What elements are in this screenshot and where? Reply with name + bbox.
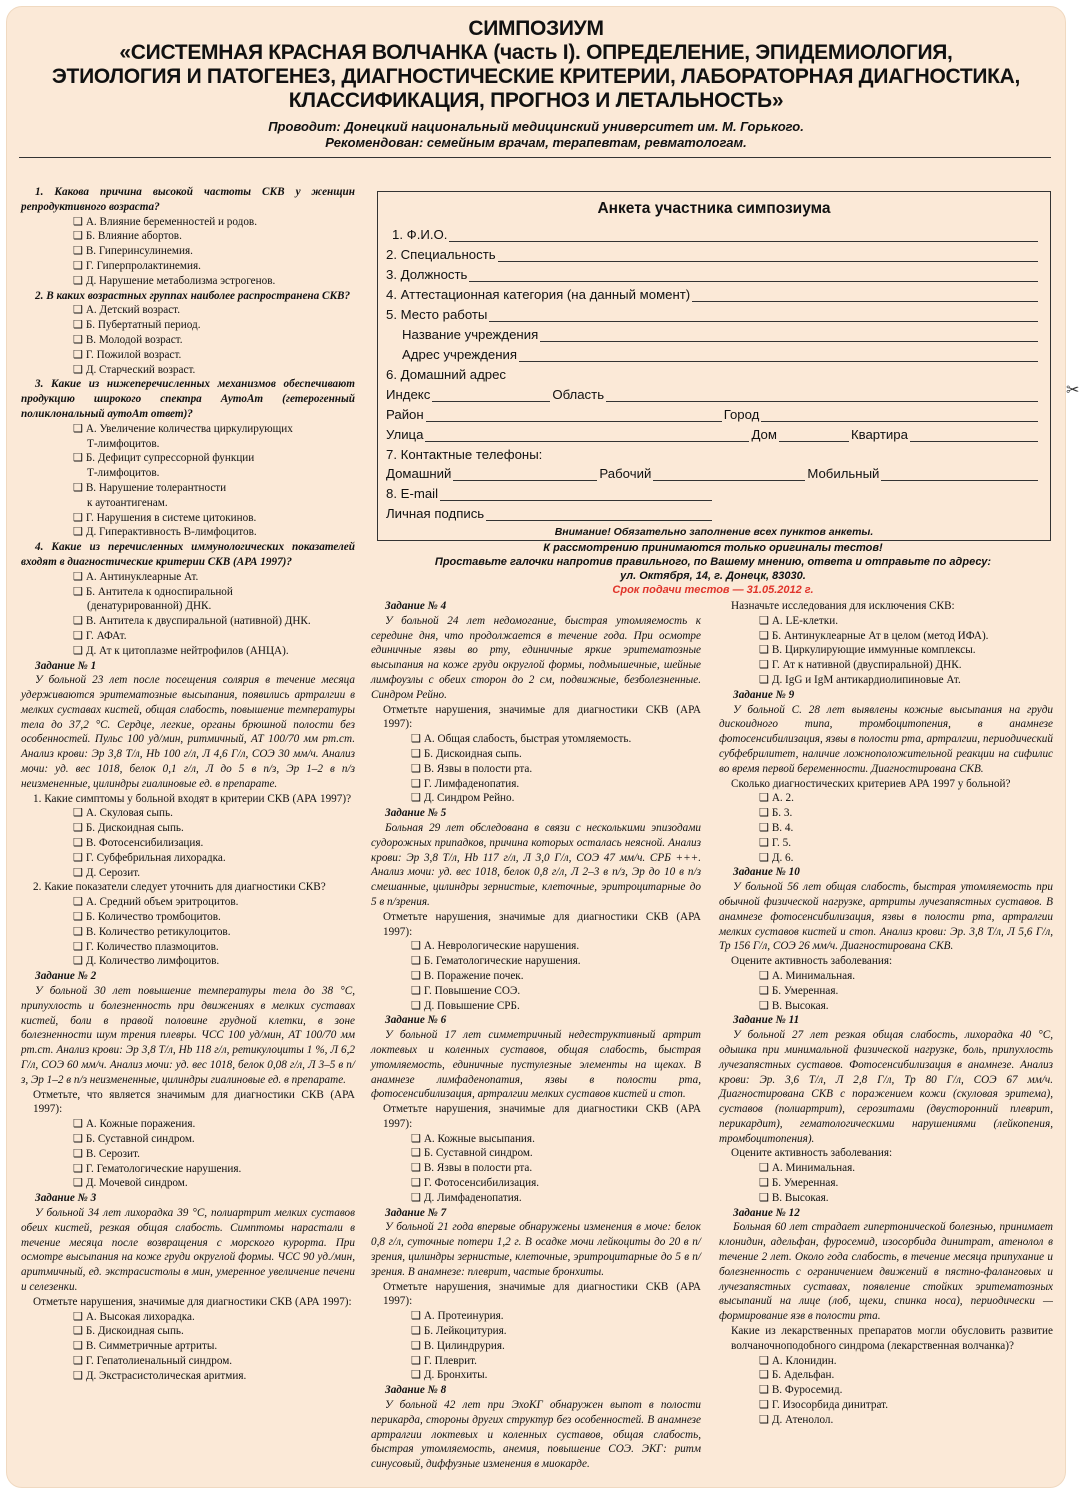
home-row — [386, 364, 1040, 382]
checkbox-option[interactable]: ❑ В. Высокая. — [759, 999, 829, 1012]
city-field[interactable] — [761, 409, 1038, 422]
deadline: Срок подачи тестов — 31.05.2012 г. — [612, 584, 814, 596]
institution-address-field[interactable] — [519, 349, 1038, 362]
fio-label: 1. Ф.И.О. — [392, 227, 448, 242]
option-continuation: Т-лимфоцитов. — [87, 437, 160, 450]
checkbox-option[interactable]: ❑ Б. Суставной синдром. — [73, 1133, 195, 1145]
checkbox-option[interactable]: ❑ Г. Гиперпролактинемия. — [73, 259, 201, 272]
checkbox-option[interactable]: ❑ Б. Адельфан. — [759, 1369, 835, 1382]
task-body: У больной 34 лет лихорадка 39 °С, полиартрит мелких суставов обеих кистей, резкая общая слабость. Симптомы нарастали в течение месяца после возвращения с морского курорта. При осмотре высыпания на коже груди округлой формы. ЧСС 90 уд./мин, аритмичный, ед. экстрасистолы в мин, умеренное увеличение печени и селезенки. — [21, 1206, 355, 1293]
checkbox-option[interactable]: ❑ Д. IgG и IgM антикардиолипиновые Ат. — [759, 673, 961, 686]
work-phone-label: Рабочий — [599, 466, 652, 481]
checkbox-option[interactable]: ❑ В. Антитела к двуспиральной (нативной) ДНК. — [73, 615, 311, 628]
option-continuation: Т-лимфоцитов. — [87, 467, 160, 480]
task-question: 2. Какие показатели следует уточнить для диагностики СКВ? — [33, 881, 326, 894]
rayon-field[interactable] — [426, 409, 722, 422]
phone-fields-row — [386, 463, 1040, 481]
checkbox-option[interactable]: ❑ Б. Лейкоцитурия. — [411, 1325, 507, 1338]
checkbox-option[interactable]: ❑ А. Клонидин. — [759, 1354, 837, 1367]
task-question: 1. Какие симптомы у больной входят в критерии СКВ (АРА 1997)? — [33, 792, 352, 805]
house-label: Дом — [751, 427, 777, 442]
instruction-line-1: К рассмотрению принимаются только оригиналы тестов! — [543, 542, 883, 554]
task-question: Оцените активность заболевания: — [731, 1147, 893, 1160]
post-label: 3. Должность — [386, 267, 468, 282]
title-line-1: «СИСТЕМНАЯ КРАСНАЯ ВОЛЧАНКА (часть I). ОПРЕДЕЛЕНИЕ, ЭПИДЕМИОЛОГИЯ, — [119, 41, 953, 64]
task-title: Задание № 11 — [733, 1014, 800, 1027]
checkbox-option[interactable]: ❑ В. Нарушение толерантности — [73, 481, 227, 494]
checkbox-option[interactable]: ❑ В. Высокая. — [759, 1191, 829, 1204]
category-field[interactable] — [692, 289, 1038, 302]
mobile-phone-label: Мобильный — [807, 466, 880, 481]
checkbox-option[interactable]: ❑ В. Фуросемид. — [759, 1384, 843, 1397]
question-1: 1. Какова причина высокой частоты СКВ у женщин репродуктивного возраста? — [21, 186, 355, 213]
checkbox-option[interactable]: ❑ А. Минимальная. — [759, 1162, 856, 1175]
header — [7, 17, 1065, 151]
signature-field[interactable] — [486, 508, 712, 521]
task-question: Отметьте нарушения, значимые для диагностики СКВ (АРА 1997): — [383, 910, 701, 938]
task-body: У больной 42 лет при ЭхоКГ обнаружен выпот в полости перикарда, стороны других структур без особенностей. В анамнезе артралгии локтевых и коленных суставов, общая слабость, быстрая утомляемость, анемия, повышение СОЭ. ЭКГ: ритм синусовый, диффузные изменения в миокарде. — [371, 1399, 701, 1471]
checkbox-option[interactable]: ❑ Б. Антитела к односпиральной — [73, 585, 233, 598]
column-3 — [719, 599, 1053, 1428]
task-body: У больной С. 28 лет выявлены кожные высыпания на груди дискоидного типа, тромбоцитопения, в анамнезе фотосенсибилизация, язвы в полости рта, артралгии, периодический субфебрилитет, наличие ложноположительной реакции на сифилис во время первой беременности. Диагностирована СКВ. — [719, 703, 1053, 775]
checkbox-option[interactable]: ❑ В. Молодой возраст. — [73, 333, 183, 346]
rayon-row — [386, 404, 1040, 422]
checkbox-option[interactable]: ❑ Д. Экстрасистолическая аритмия. — [73, 1369, 247, 1382]
checkbox-option[interactable]: ❑ А. LE-клетки. — [759, 614, 838, 627]
checkbox-option[interactable]: ❑ А. Общая слабость, быстрая утомляемость. — [411, 733, 632, 746]
scissors-icon: ✂ — [1066, 382, 1080, 399]
index-row — [386, 384, 1040, 402]
recommended: Рекомендован: семейным врачам, терапевтам, ревматологам. — [325, 135, 747, 150]
checkbox-option[interactable]: ❑ Г. 5. — [759, 836, 792, 849]
checkbox-option[interactable]: ❑ Г. Гематологические нарушения. — [73, 1162, 242, 1175]
checkbox-option[interactable]: ❑ В. Поражение почек. — [411, 969, 524, 982]
flat-label: Квартира — [850, 427, 908, 442]
checkbox-option[interactable]: ❑ Д. Гиперактивность В-лимфоцитов. — [73, 526, 257, 539]
checkbox-option[interactable]: ❑ Д. Лимфаденопатия. — [411, 1191, 522, 1204]
checkbox-option[interactable]: ❑ Б. Количество тромбоцитов. — [73, 911, 221, 924]
checkbox-option[interactable]: ❑ Д. Нарушение метаболизма эстрогенов. — [73, 274, 276, 287]
email-row — [386, 483, 714, 501]
task-question: Отметьте нарушения, значимые для диагностики СКВ (АРА 1997): — [33, 1295, 352, 1308]
task-title: Задание № 7 — [385, 1206, 447, 1219]
address-line: ул. Октября, 14, г. Донецк, 83030. — [620, 570, 806, 582]
checkbox-option[interactable]: ❑ Г. Субфебрильная лихорадка. — [73, 851, 226, 864]
checkbox-option[interactable]: ❑ В. Фотосенсибилизация. — [73, 837, 204, 850]
checkbox-option[interactable]: ❑ Б. Дискоидная сыпь. — [411, 747, 522, 760]
checkbox-option[interactable]: ❑ Д. Серозит. — [73, 866, 141, 879]
task-question: Отметьте нарушения, значимые для диагностики СКВ (АРА 1997): — [383, 703, 701, 731]
city-label: Город — [723, 407, 760, 422]
checkbox-option[interactable]: ❑ А. Средний объем эритроцитов. — [73, 896, 239, 909]
task-title: Задание № 5 — [385, 807, 447, 820]
checkbox-option[interactable]: ❑ Б. Влияние абортов. — [73, 230, 182, 243]
checkbox-option[interactable]: ❑ Б. Дефицит супрессорной функции — [73, 452, 255, 465]
fio-field[interactable] — [449, 229, 1038, 242]
task-question: Сколько диагностических критериев АРА 1997 у больной? — [731, 777, 1011, 790]
category-label: 4. Аттестационная категория (на данный момент) — [386, 287, 691, 302]
column-1 — [21, 185, 355, 1384]
spec-label: 2. Специальность — [386, 247, 496, 262]
header-divider — [19, 157, 1051, 158]
task-title: Задание № 3 — [35, 1192, 97, 1205]
title-line-3: КЛАССИФИКАЦИЯ, ПРОГНОЗ И ЛЕТАЛЬНОСТЬ» — [288, 89, 784, 112]
task-title: Задание № 12 — [733, 1206, 800, 1219]
spec-row — [386, 244, 1040, 262]
task-body: У больной 30 лет повышение температуры тела до 38 °С, припухлость и болезненность при движениях в мелких суставах кистей, боли в правой половине грудной клетки, в зоне болезненности шум трения плевры. ЧСС 100 уд/мин, АТ 100/70 мм рт.ст. Анализ крови: Эр 3,8 Т/л, Hb 118 г/л, ретикулоциты 1 %, Л 6,2 Г/л, СОЭ 60 мм/ч. Анализ мочи: уд. вес 1018, белок 0,08 г/л, Л 3–5 в п/з, Эр 1–2 в п/з неизмененные, цилиндры гиалиновые ед. в препарате. — [21, 985, 355, 1086]
street-field[interactable] — [425, 429, 749, 442]
task-question: Оцените активность заболевания: — [731, 955, 893, 968]
question-2: 2. В каких возрастных группах наиболее распространена СКВ? — [35, 289, 351, 302]
checkbox-option[interactable]: ❑ А. 2. — [759, 792, 794, 805]
checkbox-option[interactable]: ❑ В. Язвы в полости рта. — [411, 762, 533, 775]
task-body: Больная 60 лет страдает гипертонической болезнью, принимает клонидин, адельфан, фуросемид, изосорбида динитрат, атенолол в течение 2 лет. Около года слабость, в течение месяца припухание и болезненность с ограничением движений в пястно-фаланговых и лучезапястных суставах, появление стойких эритематозных высыпаний на лице (лоб, щеки, спинка носа), периодически — формирование язв в полости рта. — [719, 1221, 1053, 1323]
checkbox-option[interactable]: ❑ А. Увеличение количества циркулирующих — [73, 422, 293, 435]
home-phone-field[interactable] — [453, 468, 597, 481]
checkbox-option[interactable]: ❑ Д. Мочевой синдром. — [73, 1177, 188, 1190]
checkbox-option[interactable]: ❑ Д. Количество лимфоцитов. — [73, 955, 220, 968]
checkbox-option[interactable]: ❑ Б. Гематологические нарушения. — [411, 955, 581, 968]
checkbox-option[interactable]: ❑ А. Протеинурия. — [411, 1310, 504, 1323]
task-body: У больной 17 лет симметричный недеструктивный артрит локтевых и коленных суставов, общая слабость, быстрая утомляемость, единичные пустулезные элементы на щеках. В анамнезе лимфаденопатия, язвы в полости рта, фотосенсибилизация, артралгии мелких суставов кистей и стоп. — [371, 1029, 701, 1101]
task-body: У больной 24 лет недомогание, быстрая утомляемость к середине дня, что продолжается в течение года. При осмотре единичные язвы во рту, единичные яркие эритематозные высыпания на коже груди округлой формы, подмышечные, шейные лимфоузлы с обеих сторон до 2 см, подвижные, безболезненные. Синдром Рейно. — [371, 614, 701, 701]
home-label: 6. Домашний адрес — [386, 367, 507, 382]
checkbox-option[interactable]: ❑ В. Симметричные артриты. — [73, 1340, 218, 1353]
checkbox-option[interactable]: ❑ А. Неврологические нарушения. — [411, 940, 580, 953]
inst-addr-row — [386, 344, 1040, 362]
page-background — [6, 6, 1066, 1488]
checkbox-option[interactable]: ❑ Г. Повышение СОЭ. — [411, 984, 521, 997]
checkbox-option[interactable]: ❑ Г. Пожилой возраст. — [73, 348, 182, 361]
house-field[interactable] — [779, 429, 849, 442]
checkbox-option[interactable]: ❑ Г. Плеврит. — [411, 1354, 477, 1367]
checkbox-option[interactable]: ❑ В. Язвы в полости рта. — [411, 1162, 533, 1175]
task-question: Какие из лекарственных препаратов могли обусловить развитие волчаночноподобного синдрома (лекарственная волчанка)? — [731, 1325, 1053, 1352]
phones-label: 7. Контактные телефоны: — [386, 447, 543, 462]
signature-row — [386, 503, 714, 521]
index-field[interactable] — [432, 389, 550, 402]
checkbox-option[interactable]: ❑ Г. АФАт. — [73, 629, 127, 642]
checkbox-option[interactable]: ❑ Б. Антинуклеарные Ат в целом (метод ИФА). — [759, 629, 989, 642]
checkbox-option[interactable]: ❑ В. Циркулирующие иммунные комплексы. — [759, 644, 976, 657]
checkbox-option[interactable]: ❑ А. Влияние беременностей и родов. — [73, 215, 257, 228]
index-label: Индекс — [386, 387, 431, 402]
checkbox-option[interactable]: ❑ Б. Суставной синдром. — [411, 1147, 533, 1160]
task-title: Задание № 9 — [733, 688, 795, 701]
checkbox-option[interactable]: ❑ Д. Бронхиты. — [411, 1369, 488, 1382]
work-row — [386, 304, 1040, 322]
task-title: Задание № 8 — [385, 1384, 447, 1397]
checkbox-option[interactable]: ❑ Б. Умеренная. — [759, 984, 839, 997]
question-4: 4. Какие из перечисленных иммунологических показателей входят в диагностические критерии СКВ (АРА 1997)? — [21, 541, 355, 568]
oblast-field[interactable] — [606, 389, 1038, 402]
organizer: Проводит: Донецкий национальный медицинский университет им. М. Горького. — [268, 119, 804, 134]
email-field[interactable] — [440, 488, 712, 501]
fio-row — [386, 224, 1040, 242]
email-label: 8. E-mail — [386, 486, 439, 501]
form-attention: Внимание! Обязательно заполнение всех пунктов анкеты. — [554, 526, 874, 538]
checkbox-option[interactable]: ❑ В. 4. — [759, 821, 794, 834]
oblast-label: Область — [552, 387, 605, 402]
task-question: Отметьте нарушения, значимые для диагностики СКВ (АРА 1997): — [383, 1280, 701, 1308]
title-line-2: ЭТИОЛОГИЯ И ПАТОГЕНЕЗ, ДИАГНОСТИЧЕСКИЕ КРИТЕРИИ, ЛАБОРАТОРНАЯ ДИАГНОСТИКА, — [51, 65, 1021, 88]
specialty-field[interactable] — [498, 249, 1038, 262]
post-row — [386, 264, 1040, 282]
task-body: У больной 56 лет общая слабость, быстрая утомляемость при обычной физической нагрузке, артриты лучезапястных суставов. В анамнезе фотосенсибилизация, язвы в полости рта, артралгии мелких суставов кистей и стоп. Анализ крови: Эр. 3,8 Т/л, Л 5,6 Г/л, Тр 156 Г/л, СОЭ 26 мм/ч. Диагностирована СКВ. — [719, 881, 1053, 953]
checkbox-option[interactable]: ❑ Б. Дискоидная сыпь. — [73, 822, 184, 835]
checkbox-option[interactable]: ❑ Г. Фотосенсибилизация. — [411, 1177, 540, 1190]
instruction-line-2: Проставьте галочки напротив правильного, по Вашему мнению, ответа и отправьте по адресу: — [434, 556, 992, 568]
checkbox-option[interactable]: ❑ В. Серозит. — [73, 1147, 140, 1160]
checkbox-option[interactable]: ❑ А. Кожные высыпания. — [411, 1132, 535, 1145]
task-question: Отметьте, что является значимым для диагностики СКВ (АРА 1997): — [33, 1088, 355, 1116]
street-row — [386, 424, 1040, 442]
checkbox-option[interactable]: ❑ Г. Гепатолиенальный синдром. — [73, 1354, 233, 1367]
mobile-phone-field[interactable] — [881, 468, 1038, 481]
checkbox-option[interactable]: ❑ Г. Количество плазмоцитов. — [73, 940, 219, 953]
checkbox-option[interactable]: ❑ В. Гиперинсулинемия. — [73, 245, 193, 258]
checkbox-option[interactable]: ❑ А. Кожные поражения. — [73, 1118, 196, 1131]
checkbox-option[interactable]: ❑ Д. Атенолол. — [759, 1413, 834, 1426]
task-title: Задание № 1 — [35, 659, 97, 672]
checkbox-option[interactable]: ❑ Д. Старческий возраст. — [73, 363, 196, 376]
task-title: Задание № 6 — [385, 1014, 447, 1027]
option-continuation: (денатурированной) ДНК. — [87, 600, 212, 613]
category-row — [386, 284, 1040, 302]
checkbox-option[interactable]: ❑ Д. Синдром Рейно. — [411, 792, 515, 805]
work-phone-field[interactable] — [653, 468, 805, 481]
task-question: Назначьте исследования для исключения СКВ: — [731, 600, 955, 612]
task-question: Отметьте нарушения, значимые для диагностики СКВ (АРА 1997): — [383, 1103, 701, 1130]
phones-row — [386, 444, 1040, 462]
checkbox-option[interactable]: ❑ Б. 3. — [759, 807, 793, 820]
task-body: У больной 27 лет резкая общая слабость, лихорадка 40 °С, одышка при минимальной физической нагрузке, боль, припухлость лучезапястных суставов. Фотосенсибилизация в анамнезе. Анализ крови: Эр. 3,6 Т/л, Л 2,8 Г/л, Тр 80 Г/л, СОЭ 67 мм/ч. Диагностирована СКВ с поражением кожи (скуловая эритема), суставов (полиартрит), серозитами (двусторонний плеврит, перикардит), гематологическими нарушениями (лейкопения, тромбоцитопения). — [719, 1029, 1053, 1145]
home-phone-label: Домашний — [386, 466, 452, 481]
position-field[interactable] — [469, 269, 1038, 282]
checkbox-option[interactable]: ❑ Г. Ат к нативной (двуспиральной) ДНК. — [759, 659, 962, 672]
work-label: 5. Место работы — [386, 307, 488, 322]
checkbox-option[interactable]: ❑ Д. 6. — [759, 851, 794, 864]
checkbox-option[interactable]: ❑ А. Скуловая сыпь. — [73, 807, 173, 820]
checkbox-option[interactable]: ❑ Г. Нарушения в системе цитокинов. — [73, 511, 257, 524]
inst-name-row — [386, 324, 1040, 342]
workplace-field[interactable] — [489, 309, 1038, 322]
task-title: Задание № 4 — [385, 600, 447, 612]
checkbox-option[interactable]: ❑ Д. Ат к цитоплазме нейтрофилов (АНЦА). — [73, 644, 289, 657]
inst-addr-label: Адрес учреждения — [402, 347, 518, 362]
checkbox-option[interactable]: ❑ Г. Лимфаденопатия. — [411, 777, 520, 790]
task-body: У больной 21 года впервые обнаружены изменения в моче: белок 0,8 г/л, суточные потери 1,2 г. В осадке мочи лейкоциты до 20 в п/зрения, цилиндры зернистые, клеточные, эритроцитарные до 5 в п/зрения. В анамнезе: плеврит, частые бронхиты. — [371, 1221, 701, 1278]
participant-form — [377, 191, 1051, 541]
checkbox-option[interactable]: ❑ Д. Повышение СРБ. — [411, 999, 520, 1012]
checkbox-option[interactable]: ❑ Б. Дискоидная сыпь. — [73, 1325, 184, 1338]
flat-field[interactable] — [910, 429, 1038, 442]
checkbox-option[interactable]: ❑ А. Высокая лихорадка. — [73, 1310, 195, 1323]
checkbox-option[interactable]: ❑ А. Минимальная. — [759, 969, 856, 982]
checkbox-option[interactable]: ❑ А. Антинуклеарные Ат. — [73, 570, 199, 583]
symposium-label: СИМПОЗИУМ — [468, 17, 604, 40]
street-label: Улица — [386, 427, 424, 442]
task-title: Задание № 10 — [733, 866, 800, 879]
submission-instructions — [377, 541, 1049, 597]
institution-name-field[interactable] — [540, 329, 1038, 342]
inst-name-label: Название учреждения — [402, 327, 539, 342]
option-continuation: к аутоантигенам. — [87, 496, 168, 509]
signature-label: Личная подпись — [386, 506, 485, 521]
column-2 — [371, 599, 701, 1472]
task-title: Задание № 2 — [35, 970, 97, 983]
form-title: Анкета участника симпозиума — [597, 200, 831, 217]
checkbox-option[interactable]: ❑ А. Детский возраст. — [73, 304, 181, 317]
checkbox-option[interactable]: ❑ В. Количество ретикулоцитов. — [73, 925, 231, 938]
task-body: Больная 29 лет обследована в связи с несколькими эпизодами судорожных припадков, причина которых осталась неясной. Анализ крови: Эр 3,8 Т/л, Hb 117 г/л, Л 3,0 Г/л, СОЭ 47 мм/ч. СРБ +++. Анализ мочи: уд. вес 1018, белок 0,8 г/л, Л 2–3 в п/з, Эр до 10 в п/з смешанные, цилиндры зернистые, клеточные, эритроцитарные до 5 в п/зрения. — [371, 821, 701, 908]
rayon-label: Район — [386, 407, 424, 422]
checkbox-option[interactable]: ❑ Г. Изосорбида динитрат. — [759, 1399, 889, 1412]
checkbox-option[interactable]: ❑ В. Цилиндрурия. — [411, 1339, 505, 1352]
task-body: У больной 23 лет после посещения солярия в течение месяца удерживаются эритематозные высыпания, появились артралгии в мелких суставах кистей, общая слабость, повышение температуры тела до 37,2 °С. Сердце, легкие, органы брюшной полости без особенностей. Пульс 100 уд/мин, ритмичный, АТ 100/70 мм рт.ст. Анализ крови: Эр 3,8 Т/л, Hb 100 г/л, Л 4,6 Г/л, СОЭ 30 мм/ч. Анализ мочи: уд. вес 1018, белок 0,1 г/л, Л до 5 в п/з, Эр 1–2 в п/з неизмененные, цилиндры гиалиновые ед. в препарате. — [21, 674, 355, 790]
checkbox-option[interactable]: ❑ Б. Умеренная. — [759, 1177, 839, 1190]
question-3: 3. Какие из нижеперечисленных механизмов обеспечивают продукцию широкого спектра АутоАт (гетерогенный поликлональный аутоАт ответ)? — [21, 378, 355, 420]
checkbox-option[interactable]: ❑ Б. Пубертатный период. — [73, 319, 201, 332]
